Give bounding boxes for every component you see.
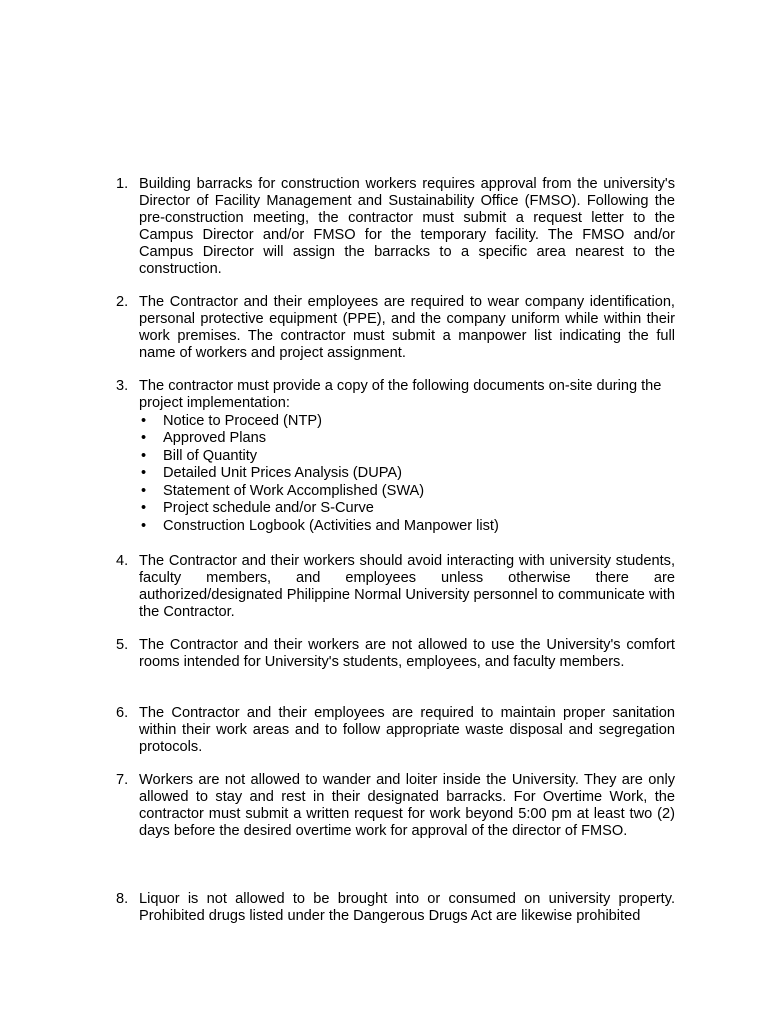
item-number: 8. <box>116 891 129 907</box>
bullet-text: Detailed Unit Prices Analysis (DUPA) <box>163 465 402 481</box>
bullet-text: Statement of Work Accomplished (SWA) <box>163 482 425 499</box>
bullet-item <box>139 413 675 431</box>
bullet-icon: • <box>141 412 147 429</box>
bullet-item <box>139 518 675 536</box>
bullet-icon: • <box>141 517 147 534</box>
bullet-item <box>139 465 675 483</box>
bullet-text: Bill of Quantity <box>163 447 258 464</box>
item-text: Liquor is not allowed to be brought into or consumed on university property. Prohibited drugs listed under the Dangerous Drugs Act are likewise prohibited <box>139 891 675 924</box>
bullet-text: Construction Logbook (Activities and Manpower list) <box>163 517 499 534</box>
item-text: Building barracks for construction workers requires approval from the university's Director of Facility Management and Sustainability Office (FMSO). Following the pre-construction meeting, the contractor must submit a request letter to the Campus Director and/or FMSO for the temporary facility. The FMSO and/or Campus Director will assign the barracks to a specific area nearest to the construction. <box>139 176 675 277</box>
bullet-text: Project schedule and/or S-Curve <box>163 500 374 516</box>
item-number: 4. <box>116 553 129 569</box>
item-text: The contractor must provide a copy of the following documents on-site during the project implementation: <box>139 378 662 411</box>
bullet-item <box>139 483 675 501</box>
item-number: 3. <box>116 378 129 394</box>
item-text: The Contractor and their workers are not allowed to use the University's comfort rooms intended for University's students, employees, and faculty members. <box>139 637 675 670</box>
item-text: The Contractor and their workers should avoid interacting with university students, faculty members, and employees unless otherwise there are authorized/designated Philippine Normal University personnel to communicate with the Contractor. <box>139 553 675 620</box>
bullet-item <box>139 500 675 518</box>
item-text: Workers are not allowed to wander and loiter inside the University. They are only allowed to stay and rest in their designated barracks. For Overtime Work, the contractor must submit a written request for work beyond 5:00 pm at least two (2) days before the desired overtime work for approval of the director of FMSO. <box>139 772 675 839</box>
bullet-text: Approved Plans <box>163 430 267 446</box>
bullet-icon: • <box>141 465 147 481</box>
bullet-icon: • <box>141 500 147 516</box>
item-number: 1. <box>116 176 129 192</box>
document-bullet-list <box>139 413 675 536</box>
bullet-icon: • <box>141 447 147 464</box>
bullet-item <box>139 448 675 466</box>
bullet-icon: • <box>141 430 147 446</box>
item-text: The Contractor and their employees are required to wear company identification, personal protective equipment (PPE), and the company uniform while within their work premises. The contractor must submit a manpower list indicating the full name of workers and project assignment. <box>139 294 675 361</box>
item-number: 7. <box>116 772 129 788</box>
bullet-icon: • <box>141 482 147 499</box>
item-number: 5. <box>116 637 129 653</box>
item-number: 6. <box>116 705 129 721</box>
bullet-text: Notice to Proceed (NTP) <box>163 412 322 429</box>
item-text: The Contractor and their employees are required to maintain proper sanitation within their work areas and to follow appropriate waste disposal and segregation protocols. <box>139 705 675 755</box>
item-number: 2. <box>116 294 129 310</box>
bullet-item <box>139 430 675 448</box>
